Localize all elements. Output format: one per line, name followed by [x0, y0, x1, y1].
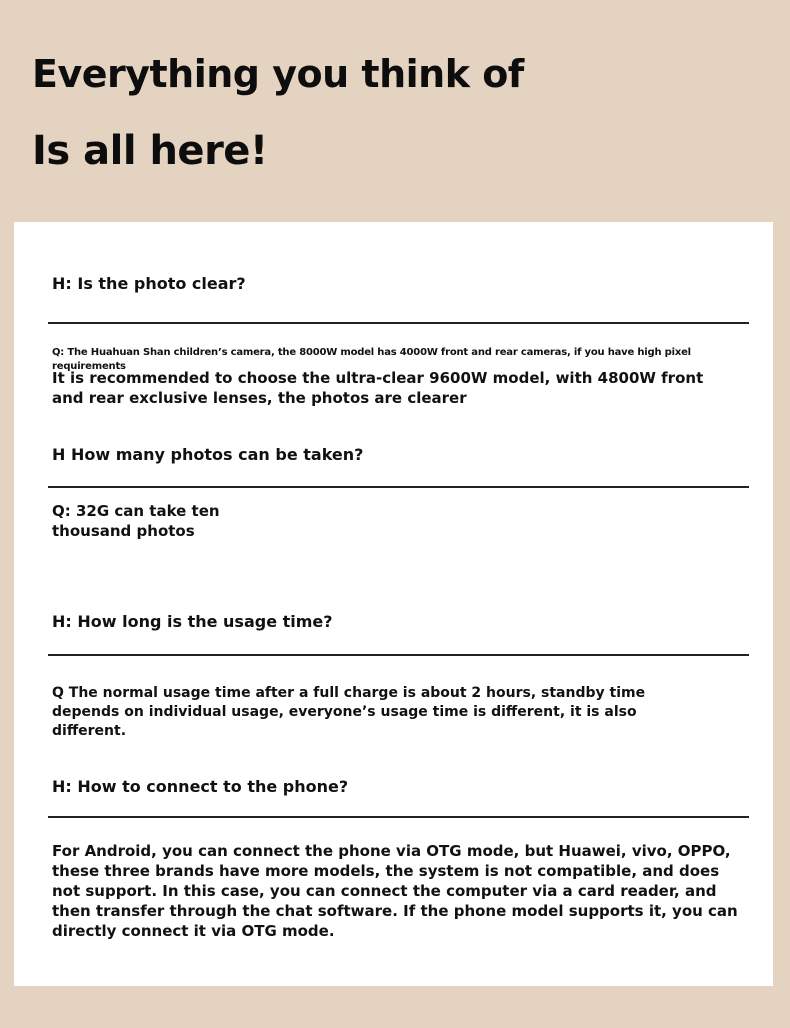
faq-card: [14, 222, 773, 986]
faq-answer-photo-count-line-1: Q: 32G can take ten: [52, 502, 220, 520]
faq-answer-usage-time: Q The normal usage time after a full charge is about 2 hours, standby time depends on individual usage, everyone’s usage time is different, it is also different.: [52, 685, 646, 739]
headline-line-1: Everything you think of: [32, 52, 524, 96]
headline-line-2: Is all here!: [32, 128, 268, 174]
faq-answer-photo-count-line-2: thousand photos: [52, 522, 195, 540]
faq-divider: [48, 654, 749, 656]
faq-answer-intro-photo-clear: Q: The Huahuan Shan children’s camera, the 8000W model has 4000W front and rear cameras, if you have high pixel requirements: [52, 347, 691, 372]
faq-question-usage-time: H: How long is the usage time?: [52, 612, 333, 631]
footer-band: [0, 986, 790, 1028]
faq-divider: [48, 322, 749, 324]
faq-question-connect-phone: H: How to connect to the phone?: [52, 777, 349, 796]
faq-question-photo-count: H How many photos can be taken?: [52, 445, 364, 464]
header-banner: [0, 0, 790, 222]
faq-divider: [48, 486, 749, 488]
faq-answer-photo-clear: It is recommended to choose the ultra-clear 9600W model, with 4800W front and rear exclusive lenses, the photos are clearer: [52, 369, 704, 407]
faq-question-photo-clear: H: Is the photo clear?: [52, 274, 246, 293]
faq-divider: [48, 816, 749, 818]
faq-answer-connect-phone: For Android, you can connect the phone via OTG mode, but Huawei, vivo, OPPO, these three brands have more models, the system is not compatible, and does not support. In this case, you can connect the computer via a card reader, and then transfer through the chat software. If the phone model supports it, you can directly connect it via OTG mode.: [52, 842, 738, 940]
